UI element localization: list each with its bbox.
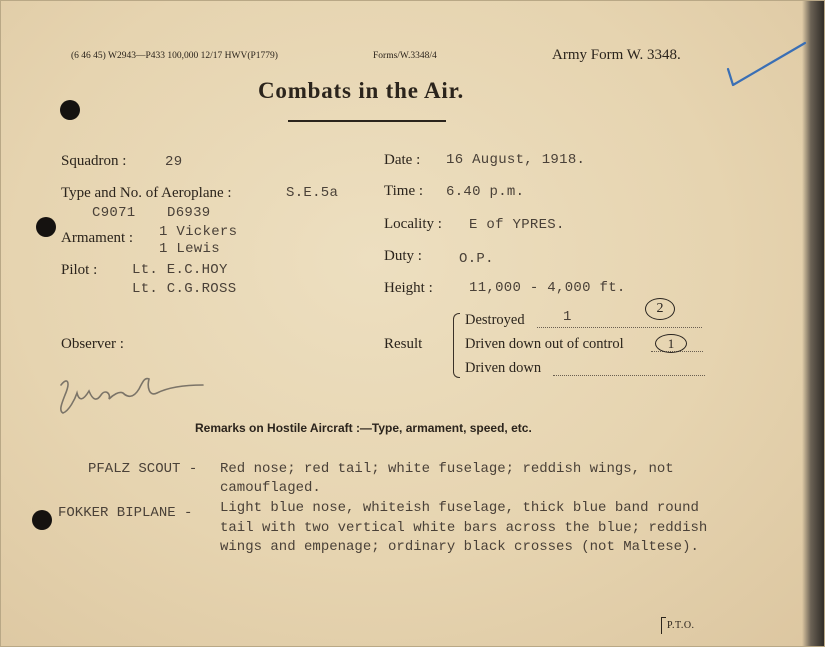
locality-label: Locality : [384,216,442,232]
destroyed-line [537,327,702,328]
squadron-value: 29 [165,154,183,170]
pencil-signature [53,371,213,421]
time-label: Time : [384,183,424,199]
pilot-label: Pilot : [61,262,98,278]
punch-hole-middle [36,217,56,237]
aircraft-2-description-line-2: tail with two vertical white bars across the blue; reddish [220,520,708,536]
squadron-label: Squadron : [61,153,127,169]
height-value: 11,000 - 4,000 ft. [469,280,626,296]
result-label: Result [384,336,423,352]
pilot-name-1: Lt. E.C.HOY [132,262,228,278]
punch-hole-bottom [32,510,52,530]
out-of-control-annotation: 1 [667,336,675,351]
armament-line-2: 1 Lewis [159,241,220,257]
aircraft-1-name: PFALZ SCOUT - [88,461,198,477]
aeroplane-serial-1: C9071 [92,205,136,221]
destroyed-circled-count [645,298,675,320]
pto-bracket [661,617,666,634]
driven-down-label: Driven down [465,360,542,376]
duty-value: O.P. [459,251,494,267]
form-reference: Forms/W.3348/4 [373,51,437,61]
date-label: Date : [384,152,421,168]
out-of-control-circled-count [655,334,687,353]
scan-edge-shadow [802,1,824,647]
observer-label: Observer : [61,336,124,352]
print-code: (6 46 45) W2943—P433 100,000 12/17 HWV(P1779) [71,51,278,61]
result-bracket [453,313,460,378]
destroyed-value: 1 [563,309,572,325]
aircraft-2-name: FOKKER BIPLANE - [58,505,193,521]
form-number: Army Form W. 3348. [552,47,681,63]
destroyed-annotation: 2 [656,301,664,316]
aeroplane-serial-2: D6939 [167,205,211,221]
aeroplane-type-label: Type and No. of Aeroplane : [61,185,232,201]
driven-down-line [553,375,705,376]
aircraft-2-description-line-1: Light blue nose, whiteish fuselage, thick blue band round [220,500,699,516]
destroyed-label: Destroyed [465,312,525,328]
armament-line-1: 1 Vickers [159,224,238,240]
page-title: Combats in the Air. [258,78,465,103]
height-label: Height : [384,280,433,296]
aircraft-1-description-line-1: Red nose; red tail; white fuselage; reddish wings, not [220,461,674,477]
punch-hole-top [60,100,80,120]
armament-label: Armament : [61,230,134,246]
blue-tick-mark [723,39,807,91]
locality-value: E of YPRES. [469,217,565,233]
remarks-heading: Remarks on Hostile Aircraft :—Type, armament, speed, etc. [195,421,532,435]
pilot-name-2: Lt. C.G.ROSS [132,281,237,297]
pto-text: P.T.O. [667,620,695,631]
time-value: 6.40 p.m. [446,184,525,200]
aircraft-2-description-line-3: wings and empenage; ordinary black crosses (not Maltese). [220,539,699,555]
date-value: 16 August, 1918. [446,152,586,168]
duty-label: Duty : [384,248,422,264]
aircraft-1-description-line-2: camouflaged. [220,480,321,496]
out-of-control-label: Driven down out of control [465,336,624,352]
aeroplane-type-value: S.E.5a [286,185,339,201]
title-underline [288,120,446,122]
